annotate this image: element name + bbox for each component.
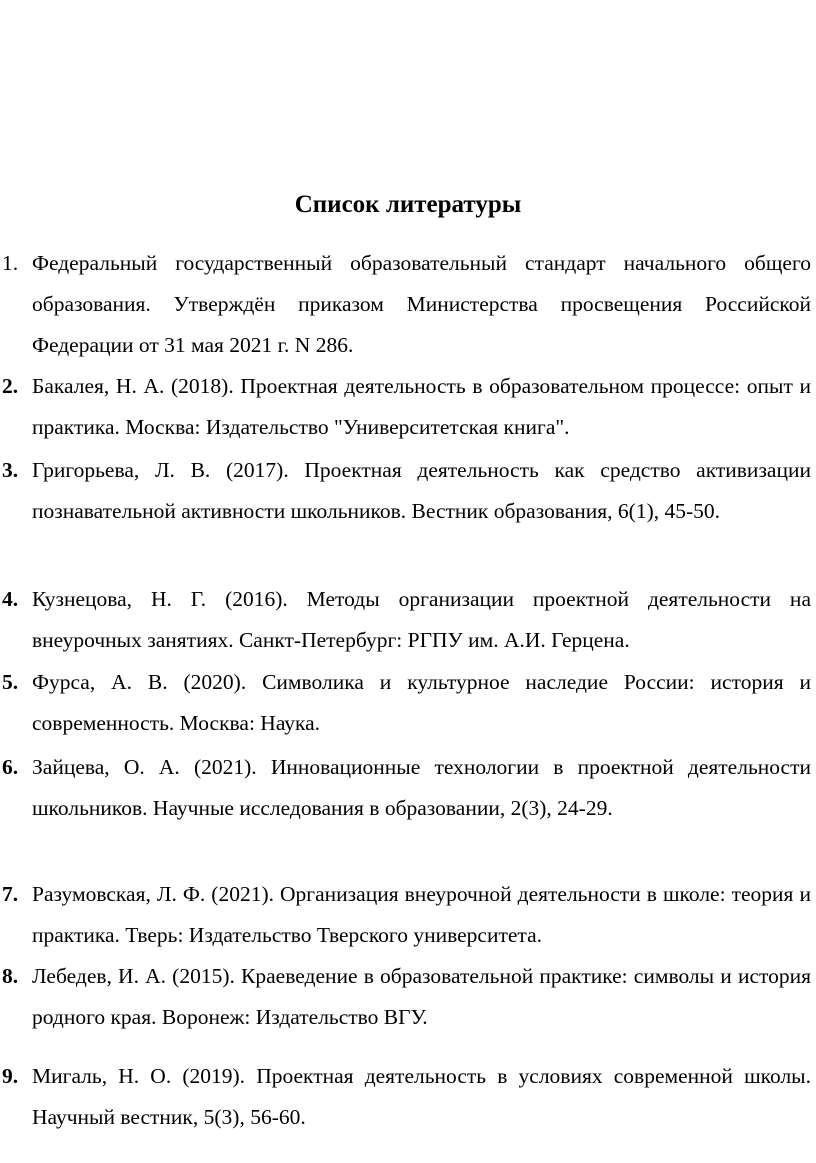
reference-number: 2. [2, 374, 19, 398]
reference-number: 4. [2, 587, 19, 611]
reference-text: Фурса, А. В. (2020). Символика и культурное наследие России: история и современность. Москва: Наука. [32, 670, 811, 735]
page-title: Список литературы [294, 191, 522, 218]
reference-text: Бакалея, Н. А. (2018). Проектная деятельность в образовательном процессе: опыт и практика. Москва: Издательство "Университетская книга". [32, 374, 811, 439]
reference-number: 8. [2, 964, 19, 988]
reference-number: 7. [2, 882, 19, 906]
reference-number: 9. [2, 1064, 19, 1088]
reference-text: Разумовская, Л. Ф. (2021). Организация внеурочной деятельности в школе: теория и практика. Тверь: Издательство Тверского университета. [32, 882, 811, 947]
reference-text: Зайцева, О. А. (2021). Инновационные технологии в проектной деятельности школьников. Научные исследования в образовании, 2(3), 24-29. [32, 755, 811, 820]
reference-number: 6. [2, 755, 19, 779]
reference-number: 1. [2, 251, 19, 275]
reference-text: Федеральный государственный образовательный стандарт начального общего образования. Утверждён приказом Министерства просвещения Российской Федерации от 31 мая 2021 г. N 286. [32, 251, 811, 357]
reference-number: 3. [2, 458, 19, 482]
reference-text: Лебедев, И. А. (2015). Краеведение в образовательной практике: символы и история родного края. Воронеж: Издательство ВГУ. [32, 964, 811, 1029]
reference-text: Кузнецова, Н. Г. (2016). Методы организации проектной деятельности на внеурочных занятиях. Санкт-Петербург: РГПУ им. А.И. Герцена. [32, 587, 811, 652]
reference-text: Мигаль, Н. О. (2019). Проектная деятельность в условиях современной школы. Научный вестник, 5(3), 56-60. [32, 1064, 811, 1129]
reference-number: 5. [2, 670, 19, 694]
reference-text: Григорьева, Л. В. (2017). Проектная деятельность как средство активизации познавательной активности школьников. Вестник образования, 6(1), 45-50. [32, 458, 811, 523]
